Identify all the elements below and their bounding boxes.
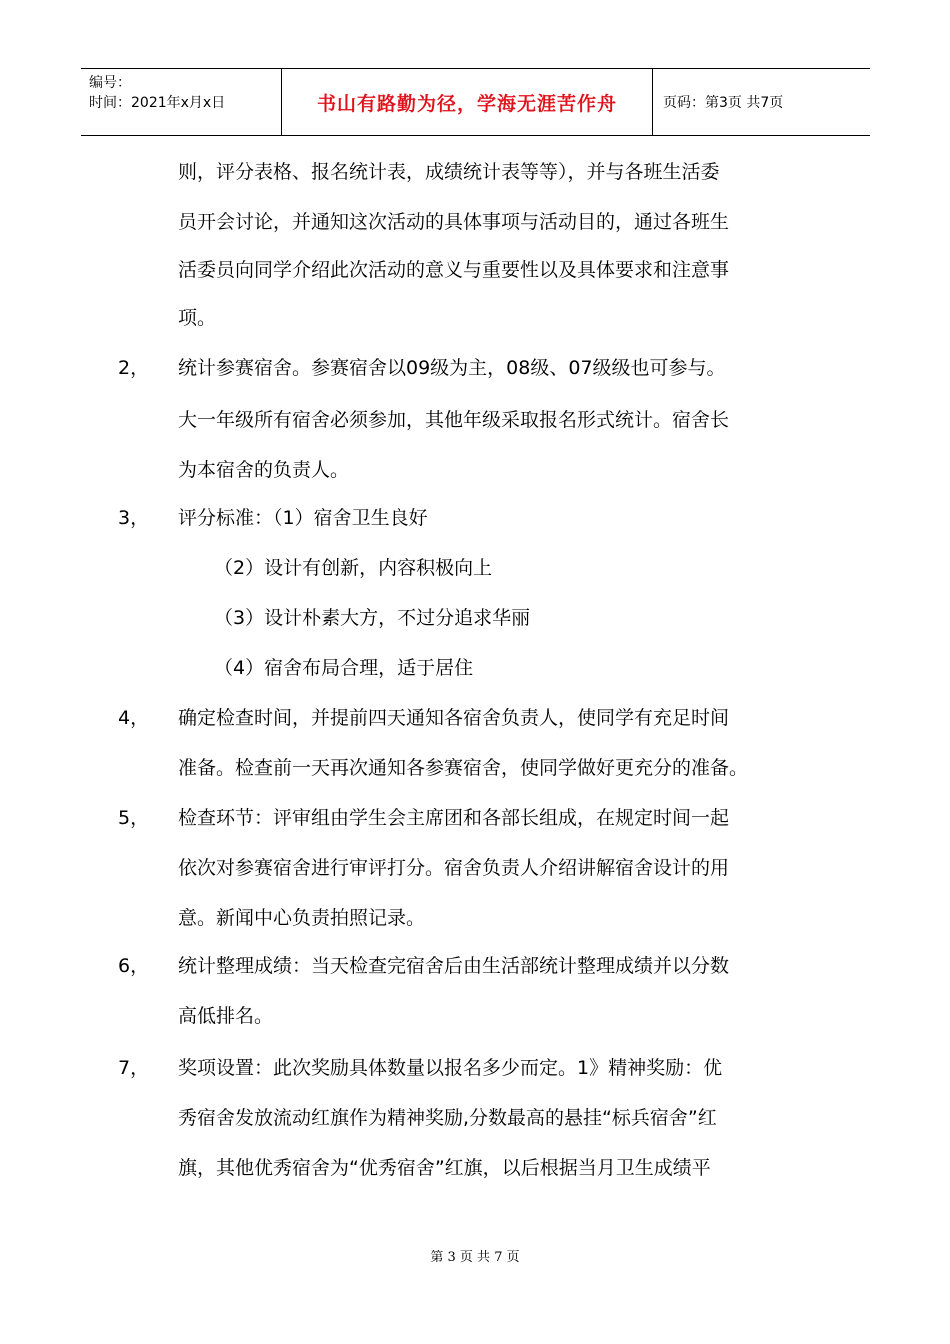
document-number-label: 编号：	[89, 75, 131, 91]
body-text-line: 奖项设置：此次奖励具体数量以报名多少而定。1》精神奖励：优	[178, 1057, 723, 1079]
list-item-number: 5，	[118, 807, 150, 829]
list-item-number: 6，	[118, 955, 150, 977]
page-header	[81, 68, 870, 136]
page-footer: 第 3 页 共 7 页	[430, 1250, 520, 1265]
body-text-line: （4）宿舍布局合理，适于居住	[214, 657, 474, 679]
body-text-line: 员开会讨论，并通知这次活动的具体事项与活动目的，通过各班生	[178, 211, 730, 233]
body-text-line: （3）设计朴素大方，不过分追求华丽	[214, 607, 531, 629]
body-text-line: 秀宿舍发放流动红旗作为精神奖励,分数最高的悬挂“标兵宿舍”红	[178, 1107, 717, 1129]
body-text-line: 旗，其他优秀宿舍为“优秀宿舍”红旗，以后根据当月卫生成绩平	[178, 1157, 711, 1179]
body-text-line: 确定检查时间，并提前四天通知各宿舍负责人，使同学有充足时间	[178, 707, 730, 729]
body-text-line: （2）设计有创新，内容积极向上	[214, 557, 493, 579]
body-text-line: 高低排名。	[178, 1005, 274, 1027]
list-item-number: 4，	[118, 707, 150, 729]
header-motto: 书山有路勤为径，学海无涯苦作舟	[281, 69, 653, 135]
body-text-line: 检查环节：评审组由学生会主席团和各部长组成，在规定时间一起	[178, 807, 730, 829]
body-text-line: 统计参赛宿舍。参赛宿舍以09级为主，08级、07级级也可参与。	[178, 357, 726, 379]
document-time-label: 时间：2021年x月x日	[89, 95, 226, 111]
body-text-line: 意。新闻中心负责拍照记录。	[178, 907, 426, 929]
body-text-line: 依次对参赛宿舍进行审评打分。宿舍负责人介绍讲解宿舍设计的用	[178, 857, 730, 879]
list-item-number: 2，	[118, 357, 150, 379]
header-meta	[81, 69, 281, 135]
body-text-line: 则，评分表格、报名统计表，成绩统计表等等），并与各班生活委	[178, 161, 720, 183]
header-page-info: 页码：第3页 共7页	[663, 95, 784, 111]
body-text-line: 统计整理成绩：当天检查完宿舍后由生活部统计整理成绩并以分数	[178, 955, 730, 977]
list-item-number: 7，	[118, 1057, 150, 1079]
body-text-line: 为本宿舍的负责人。	[178, 459, 350, 481]
body-text-line: 项。	[178, 307, 217, 329]
body-text-line: 大一年级所有宿舍必须参加，其他年级采取报名形式统计。宿舍长	[178, 409, 730, 431]
body-text-line: 活委员向同学介绍此次活动的意义与重要性以及具体要求和注意事	[178, 259, 730, 281]
body-text-line: 评分标准：（1）宿舍卫生良好	[178, 507, 428, 529]
list-item-number: 3，	[118, 507, 150, 529]
body-text-line: 准备。检查前一天再次通知各参赛宿舍，使同学做好更充分的准备。	[178, 757, 749, 779]
